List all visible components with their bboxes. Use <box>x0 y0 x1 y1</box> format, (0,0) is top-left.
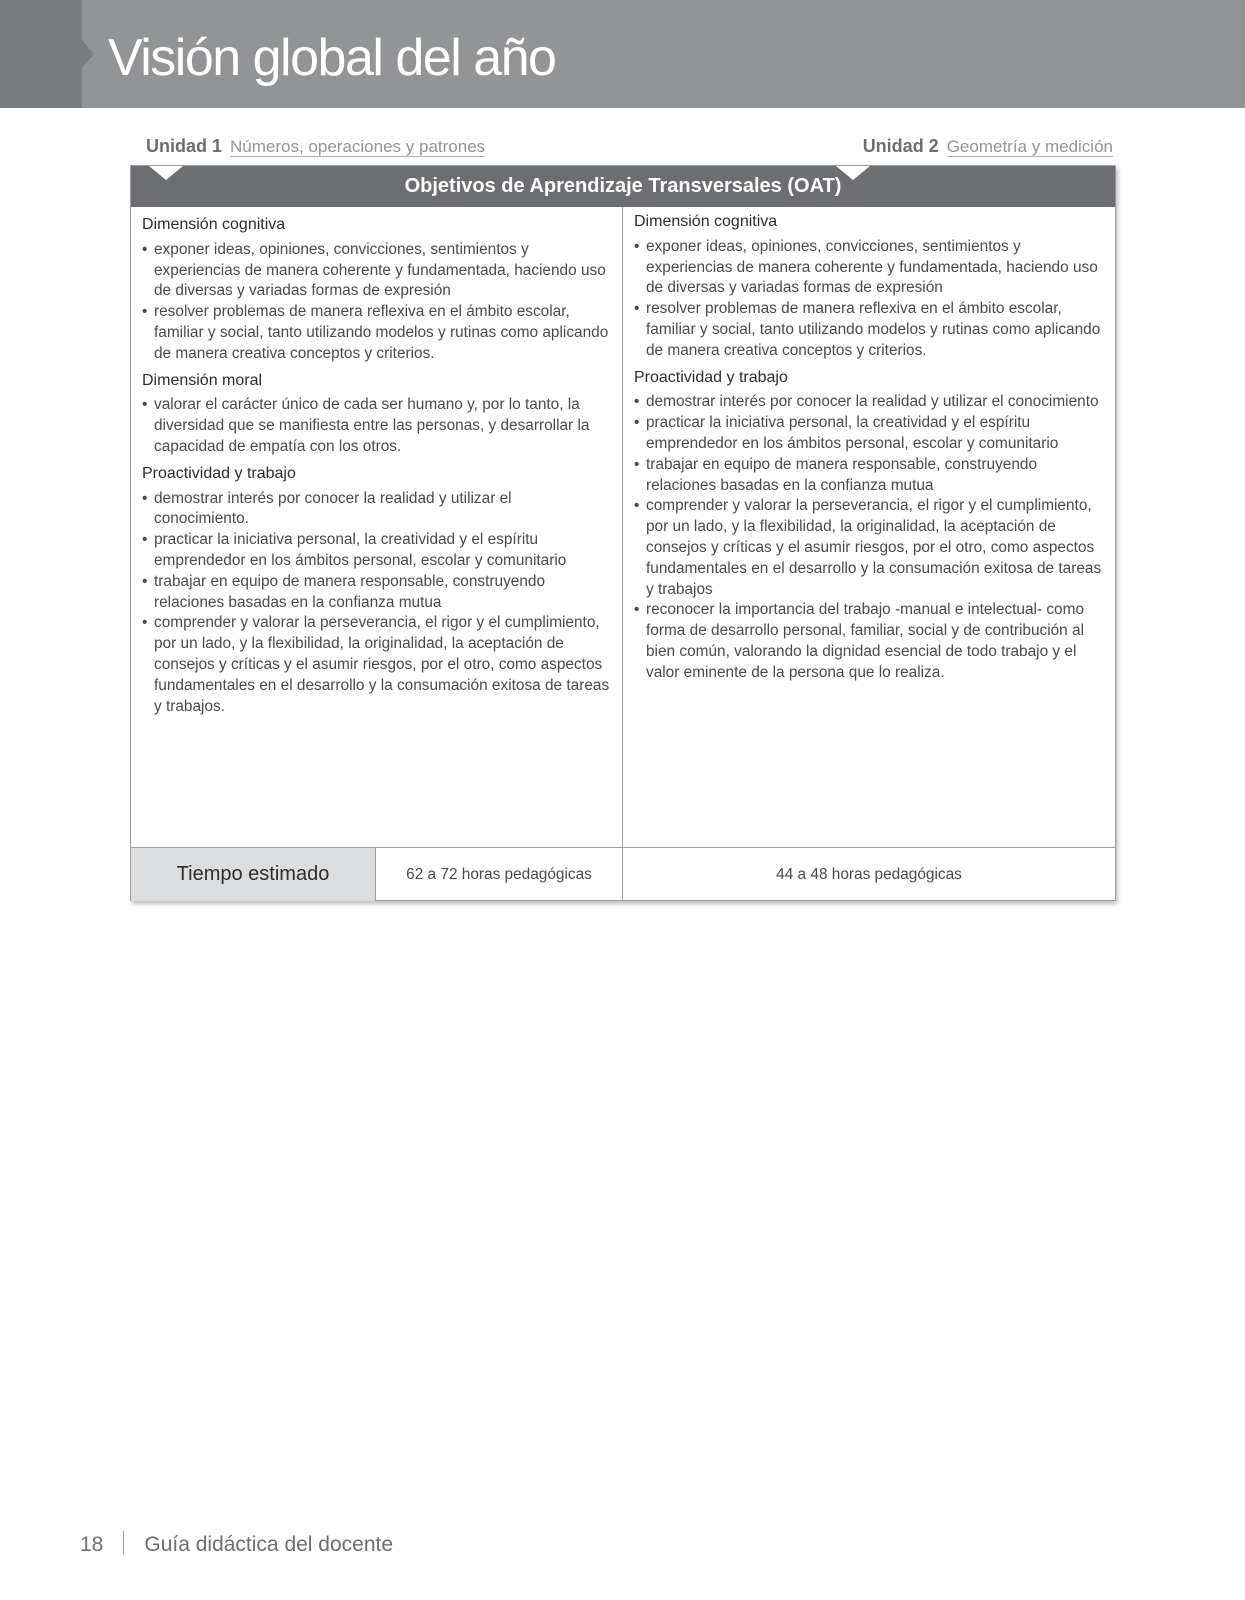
section-title: Proactividad y trabajo <box>142 464 296 482</box>
list-item: • exponer ideas, opiniones, convicciones, sentimientos y experiencias de manera coherente y fundamentada, haciendo uso de diversas y variadas formas de expresión <box>142 240 610 302</box>
unit-2-estimated-time: 44 a 48 horas pedagógicas <box>776 866 962 883</box>
bullet-list <box>634 237 1103 362</box>
unit-1-header <box>146 134 485 159</box>
list-item: • resolver problemas de manera reflexiva en el ámbito escolar, familiar y social, tanto utilizando modelos y rutinas como aplicando de manera creativa conceptos y criterios. <box>634 299 1103 361</box>
list-item: • trabajar en equipo de manera responsable, construyendo relaciones basadas en la confianza mutua <box>142 572 610 614</box>
list-item: • practicar la iniciativa personal, la creatividad y el espíritu emprendedor en los ámbitos personal, escolar y comunitario <box>634 413 1103 455</box>
unit-1-name: Números, operaciones y patrones <box>230 137 486 156</box>
unit-2-oat-column <box>623 207 1115 847</box>
list-item: • valorar el carácter único de cada ser humano y, por lo tanto, la diversidad que se manifiesta entre las personas, y desarrollar la capacidad de empatía con los otros. <box>142 395 610 457</box>
list-item: • trabajar en equipo de manera responsable, construyendo relaciones basadas en la confianza mutua <box>634 455 1103 497</box>
page-footer <box>80 1530 393 1560</box>
bullet-list <box>142 489 610 718</box>
list-item: • comprender y valorar la perseverancia, el rigor y el cumplimiento, por un lado, y la flexibilidad, la originalidad, la aceptación de consejos y críticas y el asumir riesgos, por el otro, como aspectos fundamentales en el desarrollo y la consumación exitosa de tareas y trabajos <box>634 496 1103 600</box>
list-item: • practicar la iniciativa personal, la creatividad y el espíritu emprendedor en los ámbitos personal, escolar y comunitario <box>142 530 610 572</box>
unit-2-name: Geometría y medición <box>946 137 1113 156</box>
section-title: Dimensión cognitiva <box>634 213 778 230</box>
page-number: 18 <box>80 1533 104 1556</box>
title-banner <box>0 0 1245 108</box>
unit-2-pointer <box>836 166 870 180</box>
estimated-time-row <box>131 847 1115 901</box>
page-title: Visión global del año <box>108 29 556 87</box>
list-item: • exponer ideas, opiniones, convicciones, sentimientos y experiencias de manera coherente y fundamentada, haciendo uso de diversas y variadas formas de expresión <box>634 237 1103 299</box>
unit-1-number: Unidad 1 <box>146 136 223 156</box>
unit-1-pointer <box>149 166 183 180</box>
section-title: Dimensión cognitiva <box>142 216 286 233</box>
estimated-time-label: Tiempo estimado <box>131 848 376 901</box>
unit-1-estimated-time: 62 a 72 horas pedagógicas <box>376 848 623 901</box>
list-item: • resolver problemas de manera reflexiva en el ámbito escolar, familiar y social, tanto utilizando modelos y rutinas como aplicando de manera creativa conceptos y criterios. <box>142 302 610 364</box>
banner-tab <box>0 0 82 108</box>
unit-1-oat-column <box>131 207 623 847</box>
bullet-list <box>142 240 610 365</box>
oat-table-header: Objetivos de Aprendizaje Transversales (OAT) <box>131 166 1115 207</box>
section-title: Proactividad y trabajo <box>634 368 788 386</box>
list-item: • reconocer la importancia del trabajo -manual e intelectual- como forma de desarrollo personal, familiar, social y de contribución al bien común, valorando la dignidad esencial de todo trabajo y el valor eminente de la persona que lo realiza. <box>634 600 1103 683</box>
footer-divider <box>123 1531 124 1555</box>
bullet-list <box>634 392 1103 683</box>
section-title: Dimensión moral <box>142 371 263 389</box>
list-item: • demostrar interés por conocer la realidad y utilizar el conocimiento. <box>142 489 610 531</box>
footer-title: Guía didáctica del docente <box>144 1533 394 1556</box>
oat-table <box>130 165 1116 901</box>
list-item: • comprender y valorar la perseverancia, el rigor y el cumplimiento, por un lado, y la flexibilidad, la originalidad, la aceptación de consejos y críticas y el asumir riesgos, por el otro, como aspectos fundamentales en el desarrollo y la consumación exitosa de tareas y trabajos. <box>142 613 610 717</box>
bullet-list <box>142 395 610 457</box>
unit-2-header <box>863 134 1113 159</box>
list-item: • demostrar interés por conocer la realidad y utilizar el conocimiento <box>634 392 1103 413</box>
unit-2-number: Unidad 2 <box>862 136 939 156</box>
